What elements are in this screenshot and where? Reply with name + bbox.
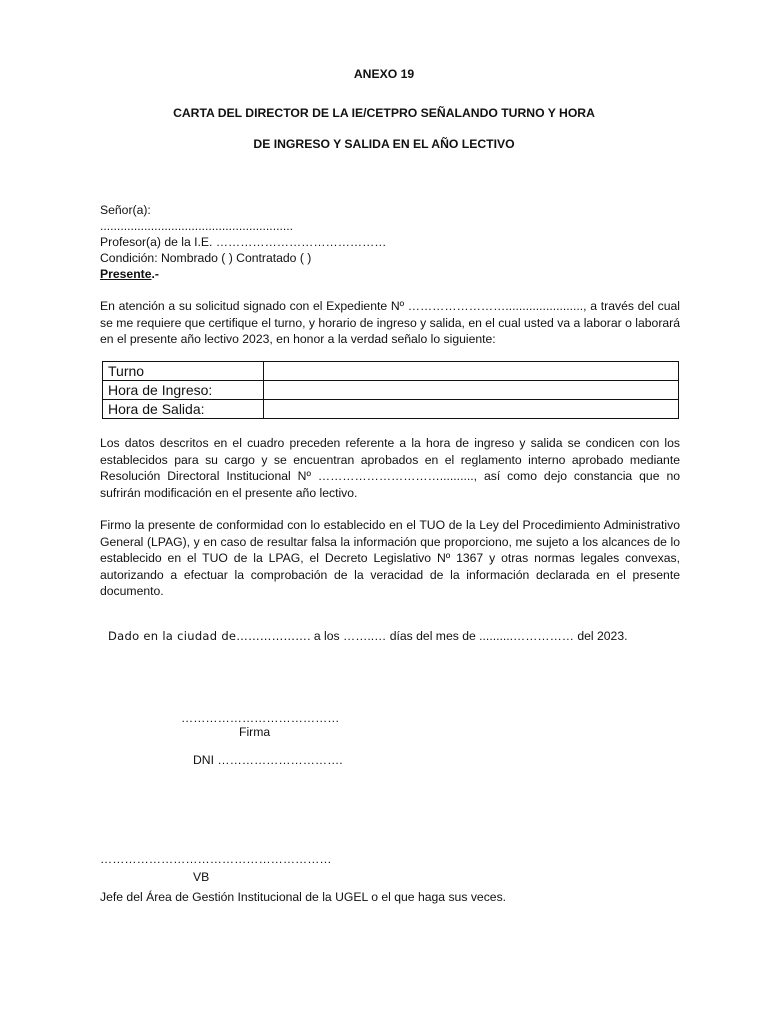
dni-line: DNI …………………………. xyxy=(193,753,343,767)
table-row xyxy=(103,381,679,400)
date-line xyxy=(108,628,628,644)
date-line-rest: . a los ……..… días del mes de ..........…………… del 2023. xyxy=(307,629,628,643)
table-value-hora-salida xyxy=(264,400,679,419)
signature-dots: ………………………………… xyxy=(181,711,340,725)
table-value-hora-ingreso xyxy=(264,381,679,400)
table-label-hora-salida: Hora de Salida: xyxy=(103,400,264,419)
table-row xyxy=(103,362,679,381)
salutation: Señor(a): xyxy=(100,203,151,217)
table-label-hora-ingreso: Hora de Ingreso: xyxy=(103,381,264,400)
paragraph-data-description: Los datos descritos en el cuadro preceden referente a la hora de ingreso y salida se condicen con los establecidos para su cargo y se encuentran aprobados en el reglamento interno aprobado mediante Resolución Directoral Institucional Nº ………………………….........., así como dejo constancia que no sufrirán modificación en el presente año lectivo. xyxy=(100,436,680,500)
vb-label: VB xyxy=(193,870,210,884)
vb-dots: ………………………………………………… xyxy=(100,852,332,866)
table-value-turno xyxy=(264,362,679,381)
addressee-name-dots: ......................................................... xyxy=(100,219,294,233)
condition-line: Condición: Nombrado ( ) Contratado ( ) xyxy=(100,251,312,265)
schedule-table xyxy=(102,361,679,419)
presente-suffix: .- xyxy=(151,267,159,281)
date-line-prefix: Dado en la ciudad de……………… xyxy=(108,629,308,643)
presente-text: Presente xyxy=(100,267,152,281)
paragraph-conformity: Firmo la presente de conformidad con lo establecido en el TUO de la Ley del Procedimiento Administrativo General (LPAG), y en caso de resultar falsa la información que proporciono, me sujeto a los alcances de lo establecido en el TUO de la LPAG, el Decreto Legislativo Nº 1367 y otras normas legales convexas, autorizando a efectuar la comprobación de la veracidad de la información declarada en el presente documento. xyxy=(100,518,680,598)
document-title-line-2: DE INGRESO Y SALIDA EN EL AÑO LECTIVO xyxy=(253,137,515,151)
presente-line xyxy=(100,266,159,282)
table-row xyxy=(103,400,679,419)
teacher-institution-line: Profesor(a) de la I.E. …………………………………… xyxy=(100,235,387,249)
table-label-turno: Turno xyxy=(103,362,264,381)
annex-number: ANEXO 19 xyxy=(353,67,415,81)
paragraph-request: En atención a su solicitud signado con el Expediente Nº ……………………......................., a través del cual se me requiere que certifique el turno, y horario de ingreso y salida, en el cual usted va a laborar o laborará en el presente año lectivo 2023, en honor a la verdad señalo lo siguiente: xyxy=(100,299,680,346)
document-title-line-1: CARTA DEL DIRECTOR DE LA IE/CETPRO SEÑALANDO TURNO Y HORA xyxy=(173,106,595,120)
signature-label: Firma xyxy=(239,725,271,739)
vb-title: Jefe del Área de Gestión Institucional de la UGEL o el que haga sus veces. xyxy=(100,890,507,904)
